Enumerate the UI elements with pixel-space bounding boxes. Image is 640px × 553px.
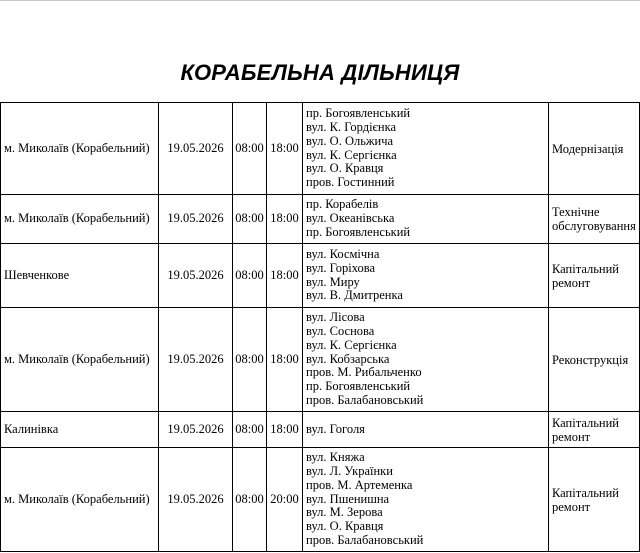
end-time-cell: 18:00 [267,308,303,412]
street-item: вул. К. Сергієнка [306,337,397,352]
street-item: вул. Гоголя [306,421,365,436]
street-item: пров. М. Рибальченко [306,365,422,380]
start-time-cell: 08:00 [233,195,267,244]
table-row [1,244,640,308]
work-type-cell: Капітальний ремонт [549,448,640,552]
start-time-cell: 08:00 [233,412,267,448]
end-time-cell: 18:00 [267,195,303,244]
settlement-cell: Калинівка [1,412,159,448]
work-type-cell: Реконструкція [549,308,640,412]
work-type-cell: Капітальний ремонт [549,244,640,308]
end-time-cell: 18:00 [267,412,303,448]
street-item: вул. М. Зерова [306,505,383,520]
table-row [1,103,640,195]
date-cell: 19.05.2026 [159,448,233,552]
date-cell: 19.05.2026 [159,244,233,308]
street-item: пр. Богоявленський [306,379,411,394]
table-row [1,195,640,244]
work-type-cell: Капітальний ремонт [549,412,640,448]
street-item: пр. Корабелів [306,197,379,212]
outage-table [0,102,640,552]
settlement-cell: м. Миколаїв (Корабельний) [1,448,159,552]
work-type-cell: Технічне обслуговування [549,195,640,244]
date-cell: 19.05.2026 [159,195,233,244]
street-item: вул. К. Гордієнка [306,119,397,134]
end-time-cell: 18:00 [267,244,303,308]
start-time-cell: 08:00 [233,308,267,412]
settlement-cell: м. Миколаїв (Корабельний) [1,195,159,244]
top-divider [0,0,640,1]
date-cell: 19.05.2026 [159,103,233,195]
streets-cell [303,195,549,244]
settlement-cell: Шевченкове [1,244,159,308]
street-item: вул. О. Кравця [306,519,384,534]
streets-cell [303,412,549,448]
street-item: вул. К. Сергієнка [306,147,397,162]
table-row [1,448,640,552]
street-item: пров. Гостинний [306,175,395,190]
start-time-cell: 08:00 [233,244,267,308]
street-item: вул. О. Ольжича [306,133,394,148]
streets-cell [303,244,549,308]
street-item: вул. Горіхова [306,260,376,275]
street-item: вул. Княжа [306,450,365,465]
table-row [1,412,640,448]
street-item: вул. В. Дмитренка [306,288,403,303]
table-row [1,308,640,412]
settlement-cell: м. Миколаїв (Корабельний) [1,103,159,195]
street-item: вул. Соснова [306,324,375,338]
street-item: пров. М. Артеменка [306,477,413,492]
street-item: вул. О. Кравця [306,161,384,176]
streets-cell [303,103,549,195]
street-item: вул. Пшенишна [306,491,390,506]
street-item: вул. Л. Українки [306,464,393,478]
street-item: вул. Океанівська [306,211,395,226]
streets-cell [303,308,549,412]
street-item: вул. Кобзарська [306,351,390,366]
start-time-cell: 08:00 [233,103,267,195]
street-item: пр. Богоявленський [306,106,411,121]
end-time-cell: 18:00 [267,103,303,195]
settlement-cell: м. Миколаїв (Корабельний) [1,308,159,412]
street-item: вул. Лісова [306,310,365,325]
date-cell: 19.05.2026 [159,308,233,412]
street-item: вул. Миру [306,274,360,289]
work-type-cell: Модернізація [549,103,640,195]
date-cell: 19.05.2026 [159,412,233,448]
start-time-cell: 08:00 [233,448,267,552]
streets-cell [303,448,549,552]
street-item: вул. Космічна [306,246,380,261]
street-item: пров. Балабановський [306,392,424,407]
end-time-cell: 20:00 [267,448,303,552]
page-title: КОРАБЕЛЬНА ДІЛЬНИЦЯ [180,60,460,85]
street-item: пр. Богоявленський [306,224,411,239]
street-item: пров. Балабановський [306,532,424,547]
